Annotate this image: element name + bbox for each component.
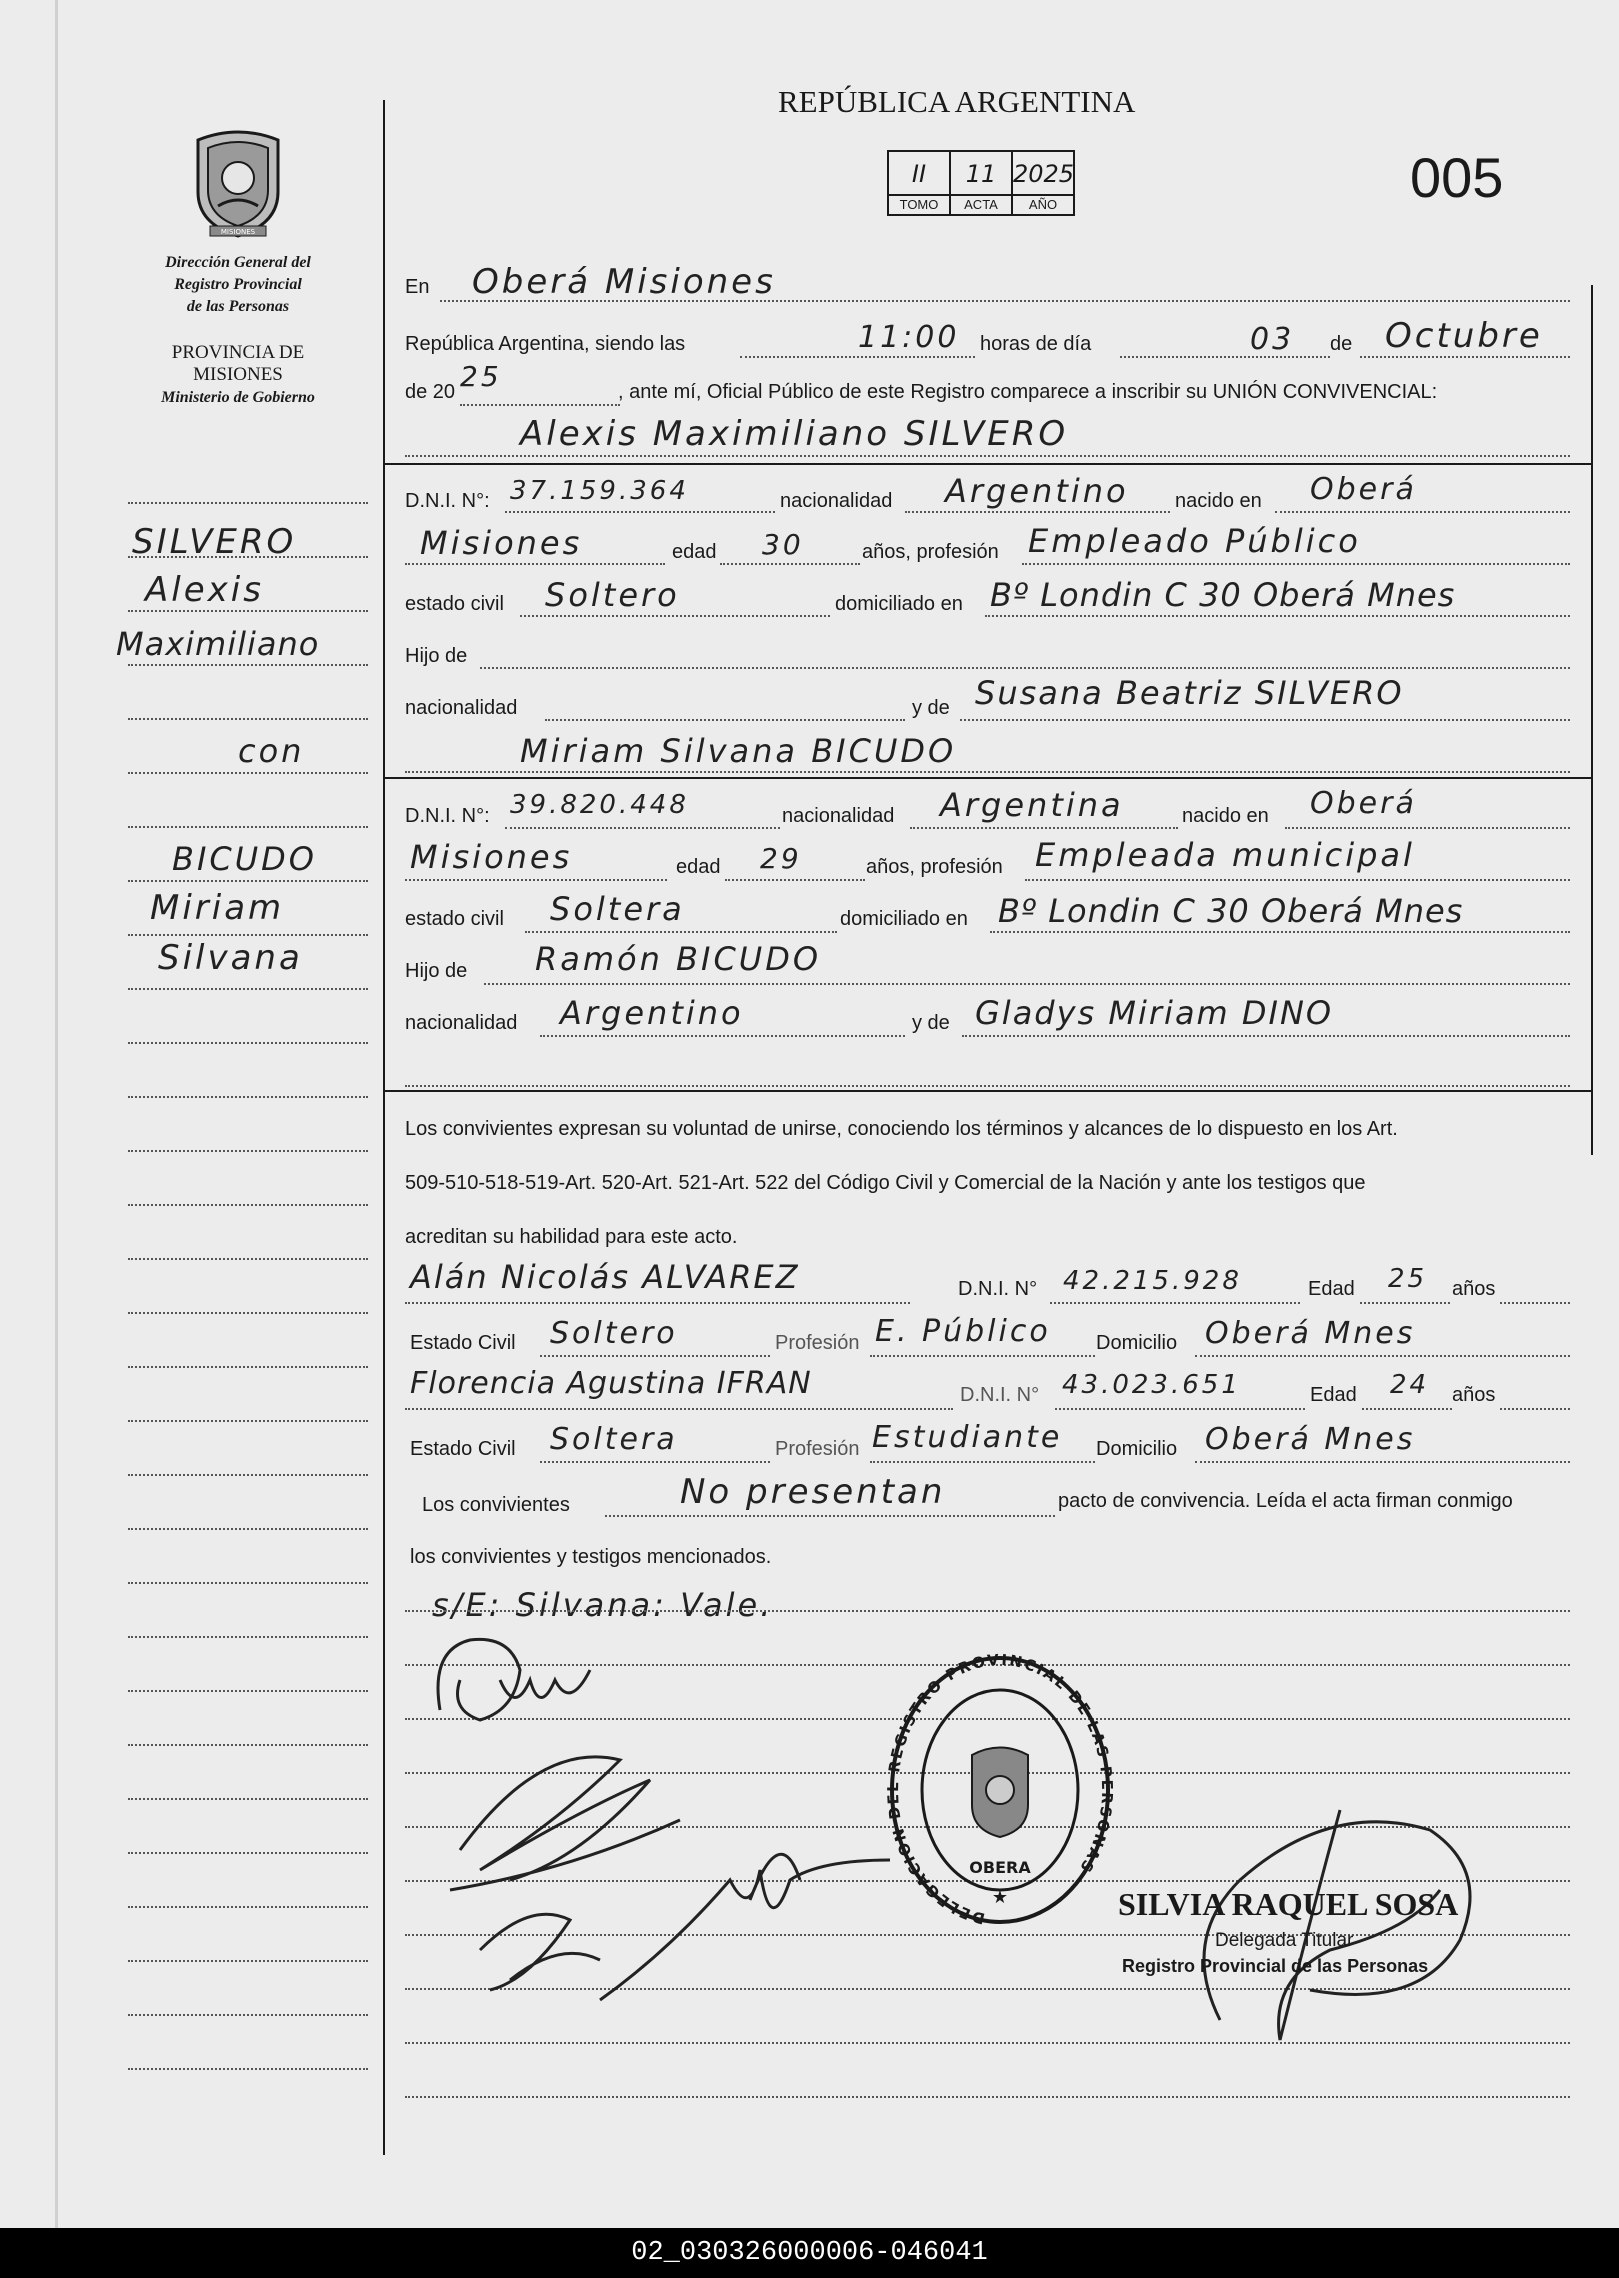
fill-line	[525, 931, 837, 933]
edad-label: Edad	[1310, 1384, 1357, 1406]
nacionalidad-label: nacionalidad	[782, 805, 895, 827]
svg-text:★: ★	[991, 1887, 1009, 1908]
dni-value: 43.023.651	[1062, 1370, 1241, 1400]
margin-line	[128, 988, 368, 990]
domicilio-label: Domicilio	[1096, 1332, 1178, 1354]
country-title: REPÚBLICA ARGENTINA	[778, 84, 1136, 119]
margin-line	[128, 1798, 368, 1800]
estado-value: Soltera	[550, 890, 685, 928]
fill-line	[1195, 1355, 1570, 1357]
witness-name: Alán Nicolás ALVAREZ	[410, 1258, 800, 1296]
nacionalidad-label: nacionalidad	[780, 490, 893, 512]
dni-label: D.N.I. N°	[960, 1384, 1040, 1406]
dni-value: 39.820.448	[510, 790, 689, 820]
estado-value: Soltero	[545, 576, 680, 614]
official-title: Delegada Titular	[1215, 1930, 1354, 1951]
fill-line	[405, 771, 1570, 773]
year-prefix: de 20	[405, 381, 456, 403]
margin-line	[128, 502, 368, 504]
pacto-text: pacto de convivencia. Leída el acta firman conmigo	[1058, 1490, 1513, 1512]
section-divider	[385, 777, 1593, 779]
domicilio-label: Domicilio	[1096, 1438, 1178, 1460]
margin-name: Silvana	[158, 938, 303, 978]
padre-value: Ramón BICUDO	[535, 940, 822, 978]
margin-line	[128, 1042, 368, 1044]
nacido-value: Oberá	[1310, 786, 1417, 821]
margin-line	[128, 2014, 368, 2016]
margin-line	[128, 1312, 368, 1314]
margin-line	[128, 664, 368, 666]
nacido-value: Misiones	[420, 524, 583, 562]
pacto-value: No presentan	[680, 1472, 946, 1512]
madre-value: Gladys Miriam DINO	[975, 994, 1334, 1032]
anios-label: años	[1452, 1384, 1496, 1406]
fill-line	[990, 931, 1570, 933]
profesion-label: años, profesión	[862, 541, 999, 563]
margin-line	[128, 1960, 368, 1962]
section-divider	[385, 463, 1593, 465]
margin-name: BICUDO	[172, 840, 317, 878]
fill-line	[1360, 1302, 1450, 1304]
second-person-name: Miriam Silvana BICUDO	[520, 732, 957, 770]
hora-value: 11:00	[858, 320, 960, 355]
witness-name: Florencia Agustina IFRAN	[410, 1366, 812, 1401]
agency-line: de las Personas	[186, 298, 290, 315]
margin-name: Maximiliano	[116, 625, 320, 663]
fill-line	[1055, 1408, 1305, 1410]
dni-label: D.N.I. N°	[958, 1278, 1038, 1300]
margin-name: Miriam	[150, 888, 285, 928]
declaration-line: Los convivientes expresan su voluntad de unirse, conociendo los términos y alcances de lo dispuesto en los Art.	[405, 1118, 1398, 1140]
dni-value: 42.215.928	[1063, 1266, 1242, 1296]
profesion-label: Profesión	[775, 1332, 860, 1354]
record-boxes	[887, 150, 1075, 216]
fill-line	[1360, 356, 1570, 358]
nacionalidad-label: nacionalidad	[405, 697, 518, 719]
fill-line	[1362, 1408, 1452, 1410]
domicilio-label: domiciliado en	[840, 908, 968, 930]
domicilio-value: Oberá Mnes	[1205, 1316, 1416, 1351]
margin-name: Alexis	[145, 570, 264, 610]
svg-text:DELEGACION DEL REGISTRO PROVIN: DELEGACION DEL REGISTRO PROVINCIAL DE LAS PERSONAS	[883, 1650, 1117, 1928]
domicilio-value: Oberá Mnes	[1205, 1422, 1416, 1457]
nacido-label: nacido en	[1175, 490, 1262, 512]
margin-line	[128, 718, 368, 720]
profesion-value: Empleada municipal	[1035, 836, 1415, 874]
dni-label: D.N.I. N°:	[405, 805, 490, 827]
estado-value: Soltera	[550, 1422, 678, 1457]
fill-line	[605, 1515, 1055, 1517]
margin-line	[128, 1852, 368, 1854]
fill-line	[720, 563, 860, 565]
edad-label: Edad	[1308, 1278, 1355, 1300]
fill-line	[740, 356, 975, 358]
fill-line	[545, 719, 905, 721]
fill-line	[540, 1461, 770, 1463]
fill-line	[1500, 1408, 1570, 1410]
margin-line	[128, 1906, 368, 1908]
edad-value: 29	[760, 842, 802, 875]
en-label: En	[405, 276, 430, 298]
fill-line	[505, 511, 775, 513]
comparece-name: Alexis Maximiliano SILVERO	[520, 414, 1069, 454]
fill-line	[1500, 1302, 1570, 1304]
margin-line	[128, 610, 368, 612]
y-de-label: y de	[912, 697, 950, 719]
correction-note: s/E: Silvana: Vale.	[432, 1586, 774, 1624]
fill-line	[405, 1408, 953, 1410]
profesion-value: Estudiante	[872, 1420, 1063, 1455]
fill-line	[962, 1035, 1570, 1037]
dia-value: 03	[1250, 322, 1295, 357]
section-divider	[385, 1090, 1593, 1092]
page-number: 005	[1410, 146, 1504, 209]
svg-text:MISIONES: MISIONES	[220, 228, 256, 236]
margin-line	[128, 1420, 368, 1422]
estado-value: Soltero	[550, 1316, 678, 1351]
agency-line: Dirección General del	[165, 254, 311, 271]
nacido-label: nacido en	[1182, 805, 1269, 827]
fill-line	[1120, 356, 1330, 358]
margin-line	[128, 1474, 368, 1476]
dni-value: 37.159.364	[510, 476, 689, 506]
margin-line	[128, 1150, 368, 1152]
nacionalidad-value: Argentina	[940, 786, 1124, 824]
fill-line	[1275, 511, 1570, 513]
domicilio-value: Bº Londin C 30 Oberá Mnes	[998, 892, 1464, 930]
official-name: SILVIA RAQUEL SOSA	[1118, 1886, 1459, 1922]
margin-line	[128, 1258, 368, 1260]
fill-line	[520, 615, 830, 617]
domicilio-value: Bº Londin C 30 Oberá Mnes	[990, 576, 1456, 614]
fill-line	[910, 827, 1178, 829]
convivientes-label: Los convivientes	[422, 1494, 570, 1516]
year-suffix: 25	[460, 360, 502, 393]
nacionalidad-value: Argentino	[560, 994, 744, 1032]
margin-line	[128, 934, 368, 936]
margin-conjunction: con	[238, 732, 305, 770]
madre-value: Susana Beatriz SILVERO	[975, 674, 1404, 712]
registry-seal-icon	[880, 1645, 1120, 1945]
margin-line	[128, 1366, 368, 1368]
page-edge	[55, 0, 58, 2228]
margin-line	[128, 2068, 368, 2070]
de-label: de	[1330, 333, 1353, 355]
declaration-line: acreditan su habilidad para este acto.	[405, 1226, 738, 1248]
edad-label: edad	[676, 856, 721, 878]
provincial-crest-icon	[190, 126, 286, 238]
margin-line	[128, 826, 368, 828]
fill-line	[460, 404, 620, 406]
column-divider	[383, 100, 385, 2155]
horas-label: horas de día	[980, 333, 1092, 355]
anio-box: 2025 AÑO	[1013, 152, 1073, 214]
place-value: Oberá Misiones	[472, 262, 776, 302]
fill-line	[484, 983, 1570, 985]
fill-line	[405, 563, 665, 565]
signature-line	[405, 1610, 1570, 1612]
hijo-label: Hijo de	[405, 645, 468, 667]
fill-line	[540, 1355, 770, 1357]
estado-label: estado civil	[405, 593, 504, 615]
fill-line	[480, 667, 1570, 669]
margin-line	[128, 1528, 368, 1530]
statement-text: , ante mí, Oficial Público de este Registro comparece a inscribir su UNIÓN CONVIVENCIAL:	[618, 381, 1438, 403]
profesion-value: E. Público	[875, 1314, 1051, 1349]
fill-line	[405, 1085, 1570, 1087]
nacido-value: Oberá	[1310, 472, 1417, 507]
province-name: MISIONES	[193, 364, 283, 385]
margin-line	[128, 1096, 368, 1098]
margin-name: SILVERO	[132, 522, 297, 562]
edad-value: 25	[1388, 1264, 1428, 1294]
fill-line	[405, 879, 667, 881]
fill-line	[1022, 563, 1570, 565]
edad-value: 30	[762, 528, 804, 561]
margin-line	[128, 1690, 368, 1692]
margin-line	[128, 772, 368, 774]
fill-line	[505, 827, 780, 829]
nacionalidad-label: nacionalidad	[405, 1012, 518, 1034]
fill-line	[870, 1355, 1095, 1357]
profesion-label: Profesión	[775, 1438, 860, 1460]
fill-line	[1050, 1302, 1300, 1304]
margin-line	[128, 880, 368, 882]
province-name: PROVINCIA DE	[171, 342, 305, 363]
ministry-name: Ministerio de Gobierno	[161, 389, 315, 406]
tomo-box: II TOMO	[889, 152, 951, 214]
profesion-value: Empleado Público	[1028, 522, 1361, 560]
declaration-line: 509-510-518-519-Art. 520-Art. 521-Art. 522 del Código Civil y Comercial de la Nación y ante los testigos que	[405, 1172, 1366, 1194]
fill-line	[960, 719, 1570, 721]
fill-line	[1025, 879, 1570, 881]
domicilio-label: domiciliado en	[835, 593, 963, 615]
signature-line	[405, 2096, 1570, 2098]
edad-label: edad	[672, 541, 717, 563]
acta-box: 11 ACTA	[951, 152, 1013, 214]
fill-line	[985, 615, 1570, 617]
official-org: Registro Provincial de las Personas	[1122, 1956, 1429, 1976]
republica-label: República Argentina, siendo las	[405, 333, 686, 355]
margin-line	[128, 1582, 368, 1584]
mes-value: Octubre	[1385, 316, 1543, 356]
nacido-value: Misiones	[410, 838, 573, 876]
fill-line	[540, 1035, 905, 1037]
margin-line	[128, 1744, 368, 1746]
fill-line	[870, 1461, 1095, 1463]
anios-label: años	[1452, 1278, 1496, 1300]
margin-line	[128, 1204, 368, 1206]
document-id-bar: 02_030326000006-046041	[0, 2228, 1619, 2278]
svg-text:OBERA: OBERA	[969, 1858, 1031, 1877]
y-de-label: y de	[912, 1012, 950, 1034]
margin-line	[128, 1636, 368, 1638]
estado-label: estado civil	[405, 908, 504, 930]
fill-line	[905, 511, 1170, 513]
fill-line	[405, 1302, 910, 1304]
fill-line	[725, 879, 865, 881]
fill-line	[1195, 1461, 1570, 1463]
nacionalidad-value: Argentino	[945, 472, 1129, 510]
hijo-label: Hijo de	[405, 960, 468, 982]
closing-line: los convivientes y testigos mencionados.	[410, 1546, 772, 1568]
dni-label: D.N.I. N°:	[405, 490, 490, 512]
profesion-label: años, profesión	[866, 856, 1003, 878]
estado-label: Estado Civil	[410, 1438, 516, 1460]
agency-line: Registro Provincial	[174, 276, 302, 293]
estado-label: Estado Civil	[410, 1332, 516, 1354]
edad-value: 24	[1390, 1370, 1430, 1400]
fill-line	[405, 455, 1570, 457]
right-border	[1591, 285, 1593, 1155]
fill-line	[1285, 827, 1570, 829]
